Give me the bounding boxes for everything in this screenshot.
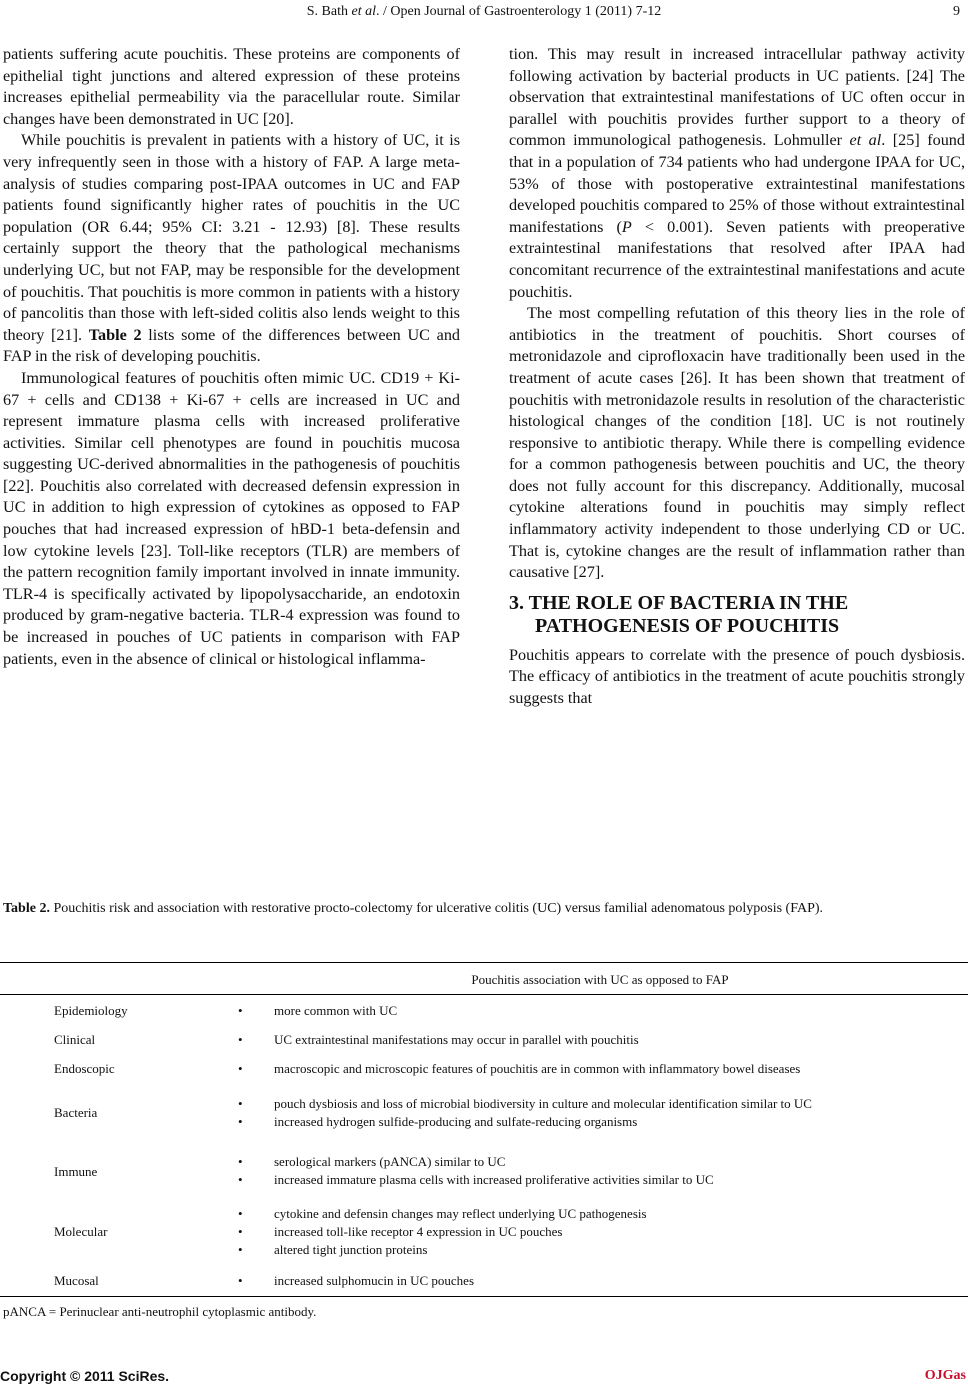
bullet-icon: • xyxy=(238,1273,243,1288)
table-bottom-rule xyxy=(0,1296,968,1297)
copyright: Copyright © 2011 SciRes. xyxy=(0,1368,170,1384)
running-title: S. Bath et al. / Open Journal of Gastroenterology 1 (2011) 7-12 xyxy=(306,4,662,19)
paragraph: While pouchitis is prevalent in patients with a history of UC, it is very infrequently seen in those with a history of FAP. A large meta-analysis of studies comparing post-IPAA outcomes in UC and FAP patients found significantly higher rates of pouchitis in the UC population (OR 6.44; 95% CI: 3.21 - 12.93) [8]. These results certainly support the theory that the pathological mechanisms underlying UC, but not FAP, may be responsible for the development of pouchitis. That pouchitis is more common in patients with a history of pancolitis than those with left-sided colitis also lends weight to this theory [21]. Table 2 lists some of the differences between UC and FAP in the risk of developing pouchitis. xyxy=(3,131,461,366)
table-top-rule xyxy=(0,962,968,963)
row-label: Epidemiology xyxy=(54,1003,128,1018)
bullet-icon: • xyxy=(238,1114,243,1129)
paragraph: Immunological features of pouchitis often mimic UC. CD19 + Ki-67 + cells and CD138 + Ki-67 + cells are increased in UC and represent immature plasma cells with increased proliferative activities. Similar cell phenotypes are found in pouchitis mucosa suggesting UC-derived abnormalities in the pathogenesis of pouchitis [22]. Pouchitis also correlated with decreased defensin expression in UC in addition to high expression of cytokines as opposed to FAP pouches that had increased expression of hBD-1 beta-defensin and low cytokine levels [23]. Toll-like receptors (TLR) are members of the pattern recognition family important involved in innate immunity. TLR-4 is specifically activated by lipopolysaccharide, an endotoxin produced by gram-negative bacteria. TLR-4 expression was found to be increased in pouches of UC patients in comparison with FAP patients, even in the absence of clinical or histological inflamma- xyxy=(3,368,460,668)
table-footnote: pANCA = Perinuclear anti-neutrophil cytoplasmic antibody. xyxy=(3,1304,317,1319)
page-number: 9 xyxy=(953,4,960,19)
row-label: Clinical xyxy=(54,1032,96,1047)
paragraph: Pouchitis appears to correlate with the presence of pouch dysbiosis. The efficacy of antibiotics in the treatment of acute pouchitis strongly suggests that xyxy=(509,645,965,708)
paragraph: tion. This may result in increased intracellular pathway activity following activation by bacterial products in UC patients. [24] The observation that extraintestinal manifestations of UC often occur in parallel with pouchitis provides further support to a theory of common immunological pathogenesis. Lohmuller et al. [25] found that in a population of 734 patients who had undergone IPAA for UC, 53% of those with postoperative extraintestinal manifestations developed pouchitis compared to 25% of those without extraintestinal manifestations (P < 0.001). Seven patients with preoperative extraintestinal manifestations that resolved after IPAA had concomitant recurrence of the extraintestinal manifestations and acute pouchitis. xyxy=(509,45,965,301)
bullet-icon: • xyxy=(238,1172,243,1187)
bullet-icon: • xyxy=(238,1096,243,1111)
right-column xyxy=(509,44,965,710)
table-caption: Table 2. Pouchitis risk and association with restorative procto-colectomy for ulcerative colitis (UC) versus familial adenomatous polyposis (FAP). xyxy=(3,901,824,916)
row-label: Molecular xyxy=(54,1224,108,1239)
table-reference: Table 2 xyxy=(88,325,142,344)
running-header xyxy=(0,4,968,24)
bullet-icon: • xyxy=(238,1154,243,1169)
row-label: Mucosal xyxy=(54,1273,99,1288)
section-heading: 3. THE ROLE OF BACTERIA IN THE PATHOGENESIS OF POUCHITIS xyxy=(509,591,849,637)
row-label: Bacteria xyxy=(54,1105,98,1120)
bullet-icon: • xyxy=(238,1032,243,1047)
bullet-icon: • xyxy=(238,1003,243,1018)
bullet-icon: • xyxy=(238,1206,243,1221)
row-label: Immune xyxy=(54,1164,98,1179)
paragraph: The most compelling refutation of this theory lies in the role of antibiotics in the treatment of pouchitis. Short courses of metronidazole and ciprofloxacin have traditionally been used in the treatment of acute cases [26]. It has been shown that treatment of pouchitis with metronidazole results in resolution of the characteristic histological changes of the condition [18]. UC is not routinely responsive to antibiotic therapy. While there is compelling evidence for a common pathogenesis between pouchitis and UC, the theory does not fully account for this discrepancy. Additionally, mucosal cytokine alterations found in pouchitis may simply reflect inflammatory activity independent to those underlying CD or UC. That is, cytokine changes are the result of inflammation rather than causative [27]. xyxy=(509,304,965,582)
left-column xyxy=(3,44,460,670)
table-header-rule xyxy=(0,994,968,995)
bullet-icon: • xyxy=(238,1224,243,1239)
row-label: Endoscopic xyxy=(54,1061,115,1076)
journal-abbrev: OJGas xyxy=(924,1368,966,1383)
page-footer xyxy=(0,1368,968,1386)
bullet-icon: • xyxy=(238,1061,243,1076)
bullet-icon: • xyxy=(238,1242,243,1257)
table-header: Pouchitis association with UC as opposed to FAP xyxy=(471,972,729,987)
paragraph: patients suffering acute pouchitis. These proteins are components of epithelial tight junctions and altered expression of these proteins increases epithelial permeability via the paracellular route. Similar changes have been demonstrated in UC [20]. xyxy=(3,45,460,128)
